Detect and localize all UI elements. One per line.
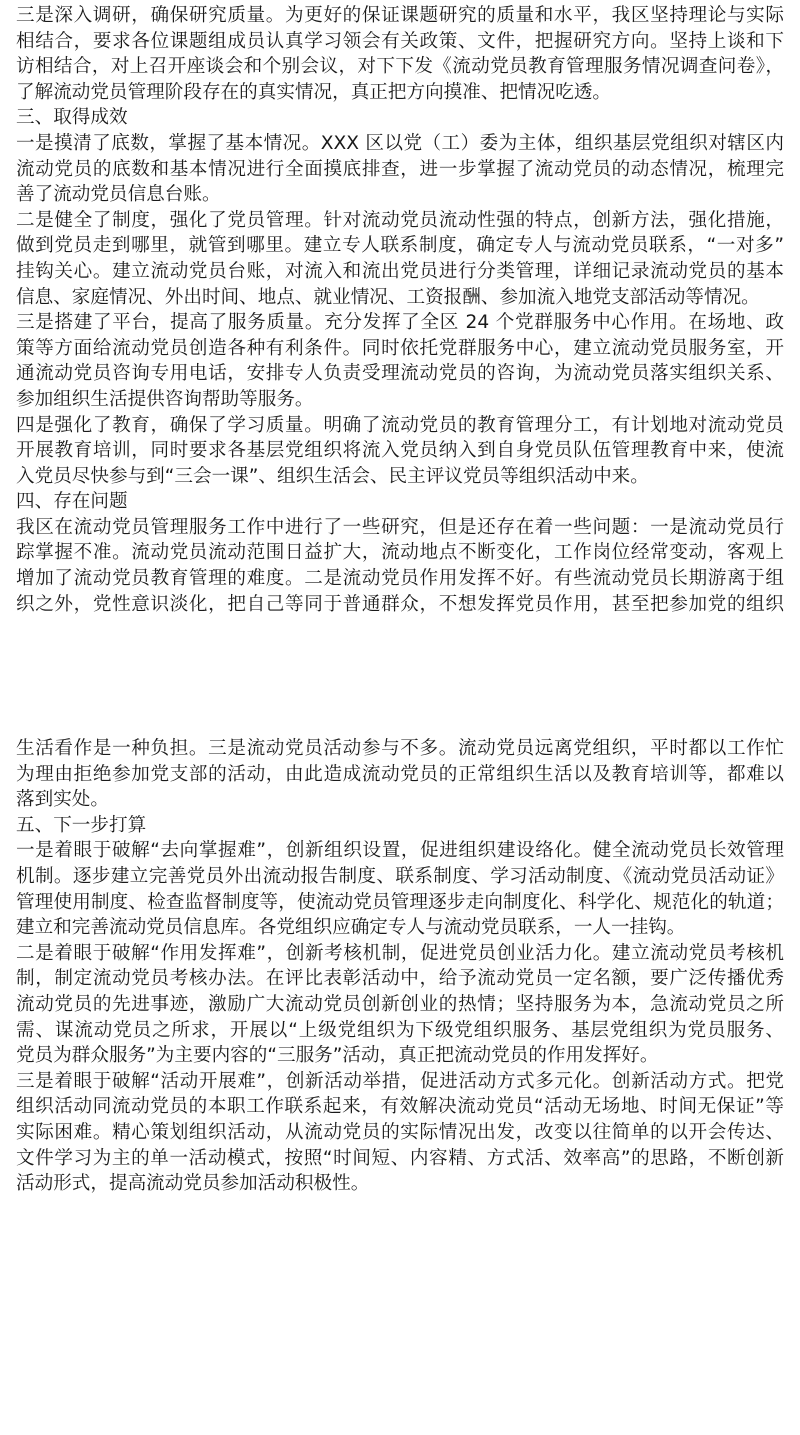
text-line: 三是着眼于破解“活动开展难”，创新活动举措，促进活动方式多元化。创新活动方式。把党 [16, 1070, 784, 1092]
text-line: 活动形式，提高流动党员参加活动积极性。 [16, 1173, 370, 1195]
text-line: 访相结合，对上召开座谈会和个别会议，对下下发《流动党员教育管理服务情况调查问卷》， [16, 56, 784, 78]
text-line: 通流动党员咨询专用电话，安排专人负责受理流动党员的咨询，为流动党员落实组织关系、 [16, 363, 784, 385]
text-line: 四是强化了教育，确保了学习质量。明确了流动党员的教育管理分工，有计划地对流动党员 [16, 414, 784, 436]
text-line: 机制。逐步建立完善党员外出流动报告制度、联系制度、学习活动制度、《流动党员活动证》 [16, 865, 784, 887]
section-heading [16, 105, 784, 131]
text-line: 组织活动同流动党员的本职工作联系起来，有效解决流动党员“活动无场地、时间无保证”等 [16, 1096, 784, 1118]
text-line: 党员为群众服务”为主要内容的“三服务”活动，真正把流动党员的作用发挥好。 [16, 1045, 659, 1067]
text-line: 制，制定流动党员考核办法。在评比表彰活动中，给予流动党员一定名额，要广泛传播优秀 [16, 968, 784, 990]
text-line: 四、存在问题 [16, 491, 128, 513]
paragraph [16, 1069, 784, 1197]
document-page-1 [16, 3, 784, 617]
text-line: 三是深入调研，确保研究质量。为更好的保证课题研究的质量和水平，我区坚持理论与实际 [16, 5, 784, 26]
text-line: 流动党员的底数和基本情况进行全面摸底排查，进一步掌握了流动党员的动态情况，梳理完 [16, 158, 784, 180]
text-line: 挂钩关心。建立流动党员台账，对流入和流出党员进行分类管理，详细记录流动党员的基本 [16, 260, 784, 282]
text-line: 入党员尽快参与到“三会一课”、组织生活会、民主评议党员等组织活动中来。 [16, 465, 649, 487]
text-line: 一是摸清了底数，掌握了基本情况。XXX 区以党（工）委为主体，组织基层党组织对辖区内 [16, 132, 784, 154]
text-line: 相结合，要求各位课题组成员认真学习领会有关政策、文件，把握研究方向。坚持上谈和下 [16, 30, 784, 52]
text-line: 我区在流动党员管理服务工作中进行了一些研究，但是还存在着一些问题：一是流动党员行 [16, 516, 784, 538]
paragraph [16, 208, 784, 310]
text-line: 增加了流动党员教育管理的难度。二是流动党员作用发挥不好。有些流动党员长期游离于组 [16, 568, 784, 590]
text-line: 踪掌握不准。流动党员流动范围日益扩大，流动地点不断变化，工作岗位经常变动，客观上 [16, 542, 784, 564]
text-line: 一是着眼于破解“去向掌握难”，创新组织设置，促进组织建设络化。健全流动党员长效管理 [16, 840, 784, 862]
text-line: 做到党员走到哪里，就管到哪里。建立专人联系制度，确定专人与流动党员联系，“一对多” [16, 235, 784, 257]
text-line: 为理由拒绝参加党支部的活动，由此造成流动党员的正常组织生活以及教育培训等，都难以 [16, 763, 784, 785]
paragraph [16, 310, 784, 412]
text-line: 三、取得成效 [16, 107, 128, 129]
section-heading [16, 489, 784, 515]
text-line: 织之外，党性意识淡化，把自己等同于普通群众，不想发挥党员作用，甚至把参加党的组织 [16, 593, 784, 615]
paragraph [16, 736, 784, 813]
text-line: 五、下一步打算 [16, 814, 147, 836]
paragraph [16, 3, 784, 105]
text-line: 落到实处。 [16, 789, 109, 811]
paragraph [16, 131, 784, 208]
text-line: 流动党员的先进事迹，激励广大流动党员创新创业的热情；坚持服务为本，急流动党员之所 [16, 993, 784, 1015]
text-line: 开展教育培训，同时要求各基层党组织将流入党员纳入到自身党员队伍管理教育中来，使流 [16, 440, 784, 462]
section-heading [16, 813, 784, 839]
text-line: 信息、家庭情况、外出时间、地点、就业情况、工资报酬、参加流入地党支部活动等情况。 [16, 286, 760, 308]
text-line: 文件学习为主的单一活动模式，按照“时间短、内容精、方式活、效率高”的思路，不断创新 [16, 1147, 784, 1169]
paragraph [16, 413, 784, 490]
text-line: 实际困难。精心策划组织活动，从流动党员的实际情况出发，改变以往简单的以开会传达、 [16, 1121, 784, 1143]
text-line: 二是着眼于破解“作用发挥难”，创新考核机制，促进党员创业活力化。建立流动党员考核机 [16, 942, 784, 964]
paragraph [16, 838, 784, 940]
text-line: 二是健全了制度，强化了党员管理。针对流动党员流动性强的特点，创新方法，强化措施， [16, 209, 784, 231]
text-line: 管理使用制度、检查监督制度等，使流动党员管理逐步走向制度化、科学化、规范化的轨道； [16, 891, 784, 913]
text-line: 参加组织生活提供咨询帮助等服务。 [16, 388, 314, 410]
text-line: 建立和完善流动党员信息库。各党组织应确定专人与流动党员联系，一人一挂钩。 [16, 917, 686, 939]
paragraph [16, 515, 784, 617]
text-line: 需、谋流动党员之所求，开展以“上级党组织为下级党组织服务、基层党组织为党员服务、 [16, 1019, 784, 1041]
text-line: 了解流动党员管理阶段存在的真实情况，真正把方向摸准、把情况吃透。 [16, 81, 612, 103]
document-page-2 [16, 736, 784, 1197]
paragraph [16, 941, 784, 1069]
text-line: 策等方面给流动党员创造各种有利条件。同时依托党群服务中心，建立流动党员服务室，开 [16, 337, 784, 359]
text-line: 善了流动党员信息台账。 [16, 184, 221, 206]
text-line: 三是搭建了平台，提高了服务质量。充分发挥了全区 24 个党群服务中心作用。在场地、政 [16, 312, 784, 334]
text-line: 生活看作是一种负担。三是流动党员活动参与不多。流动党员远离党组织，平时都以工作忙 [16, 738, 784, 759]
